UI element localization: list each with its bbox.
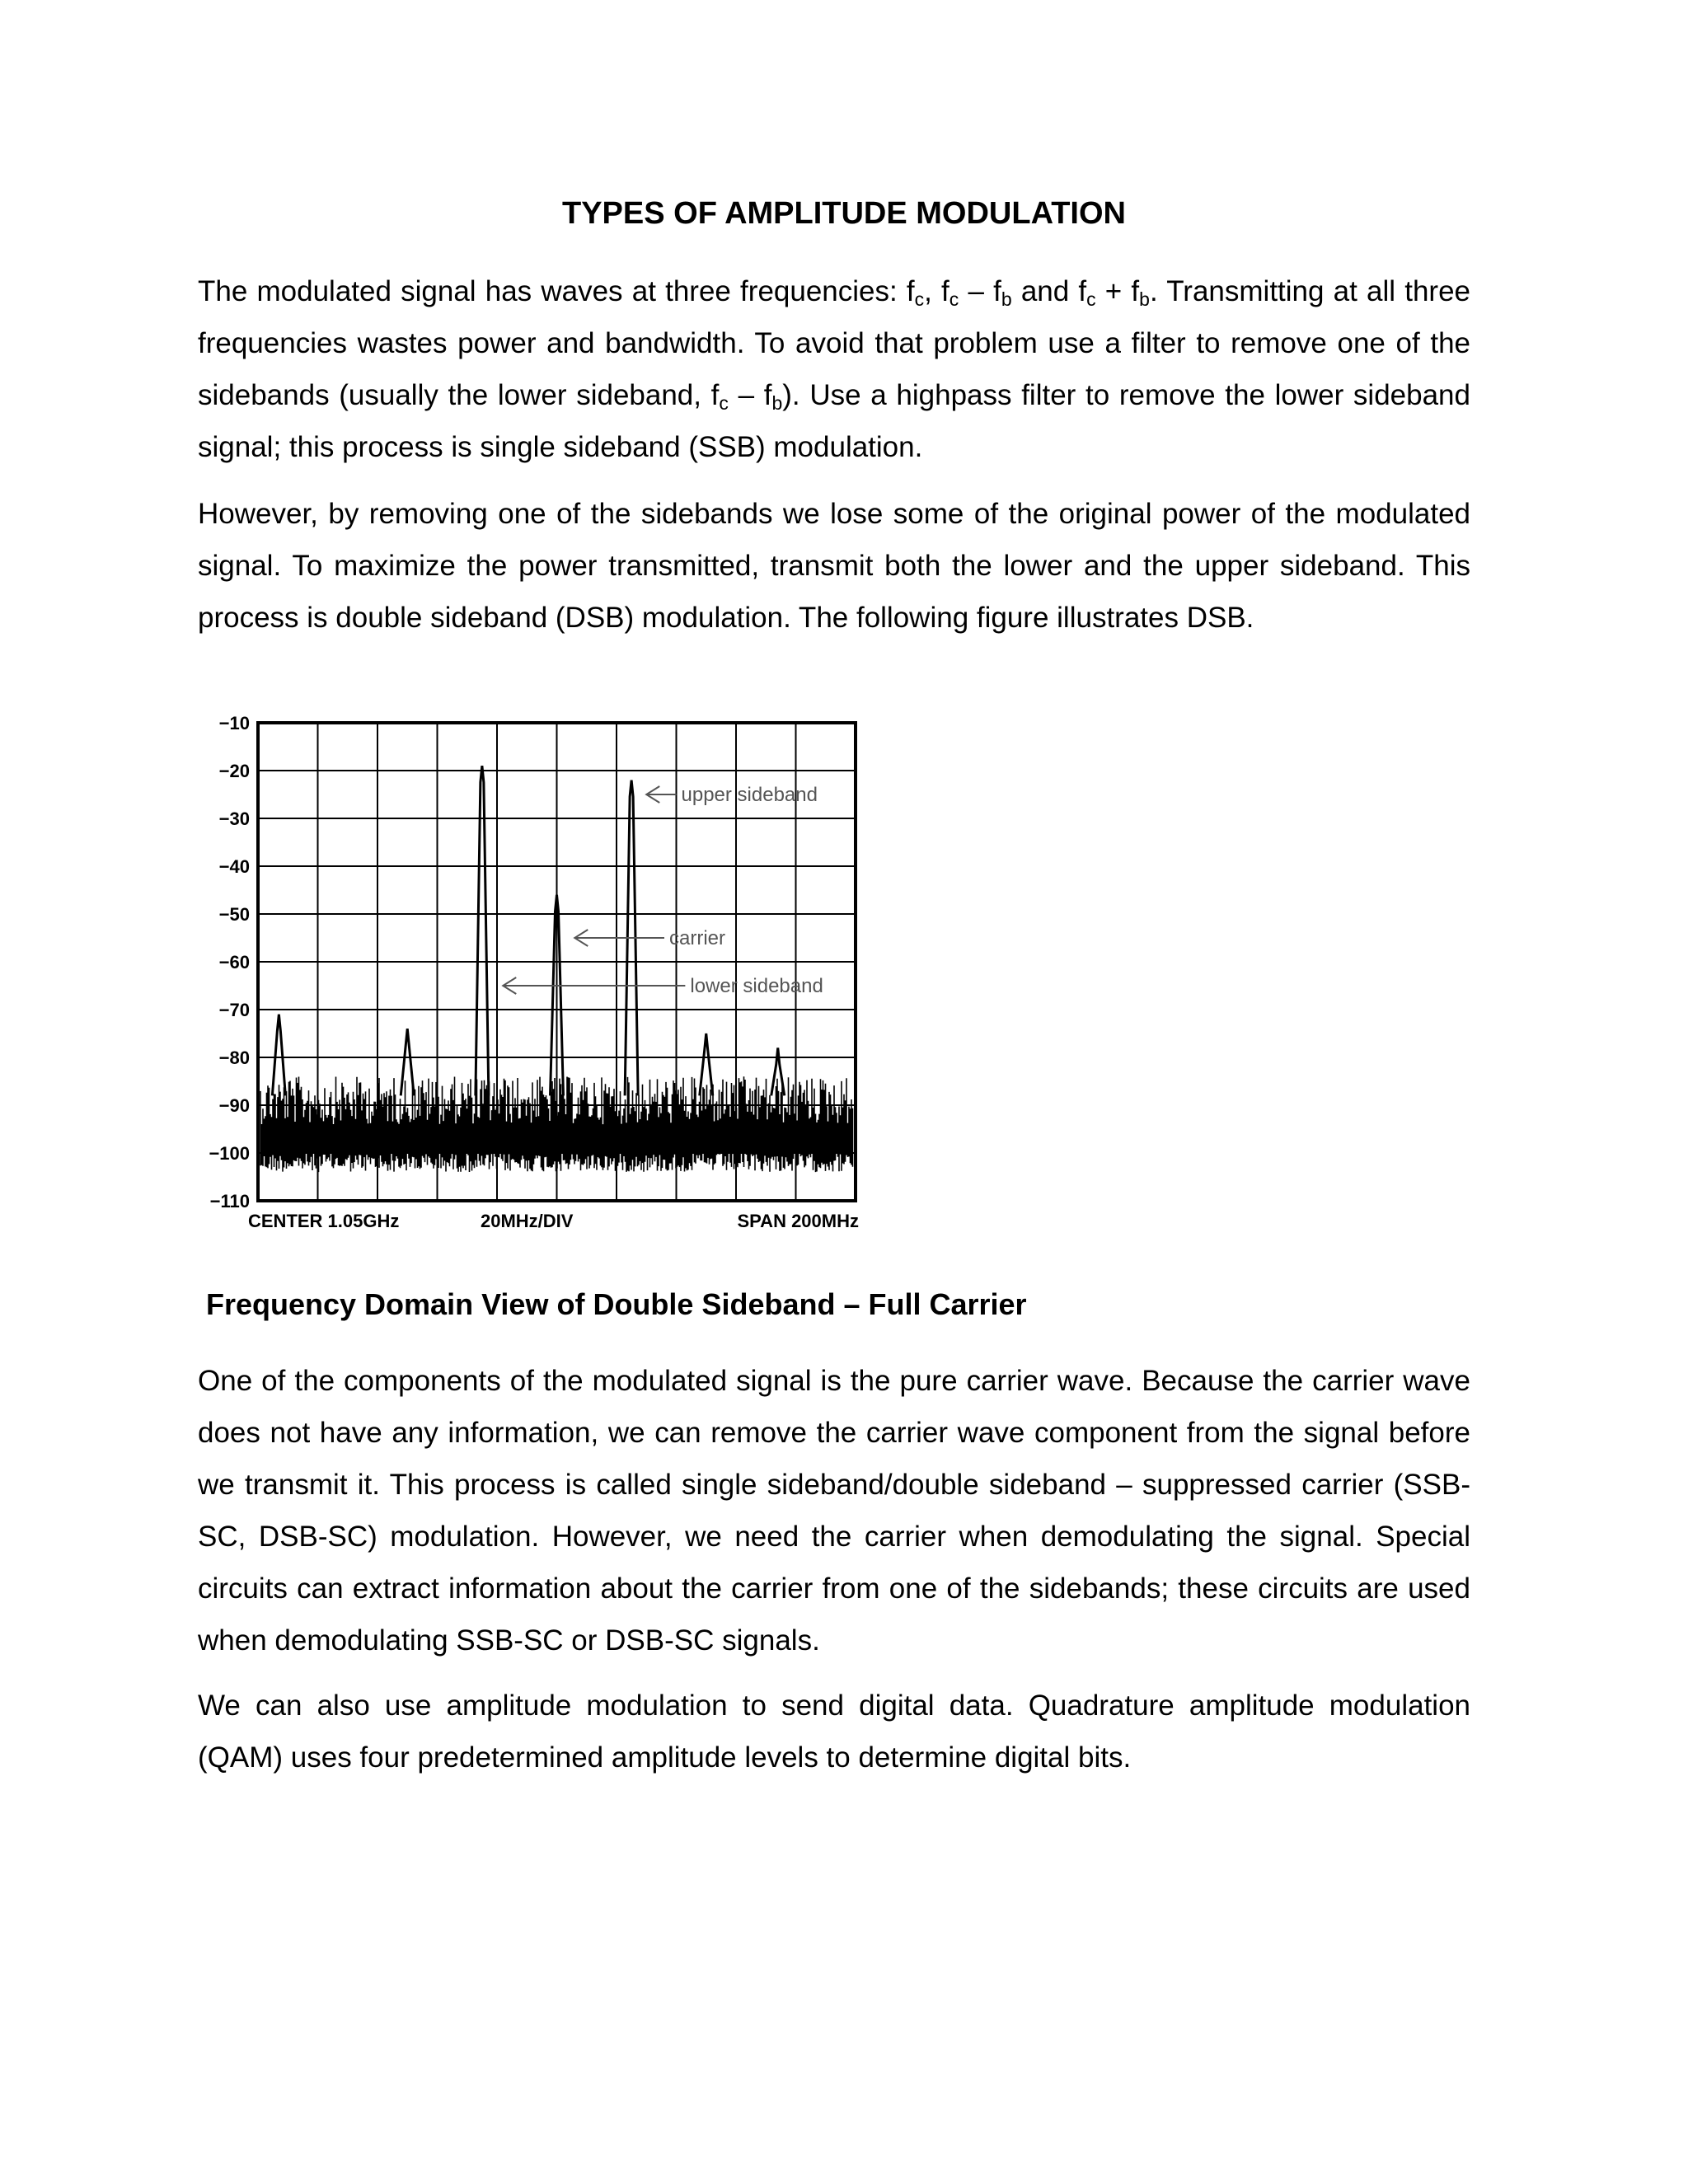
y-tick-label: −20 xyxy=(218,761,250,781)
annotation-label: lower sideband xyxy=(690,975,823,997)
subscript: c xyxy=(949,288,959,310)
subscript: b xyxy=(1001,288,1012,310)
page-title: TYPES OF AMPLITUDE MODULATION xyxy=(562,196,1126,231)
subscript: b xyxy=(771,392,783,414)
y-tick-label: −100 xyxy=(209,1143,250,1164)
paragraph-suppressed-carrier: One of the components of the modulated signal is the pure carrier wave. Because the carrier wave does not have any information, we can remove the carrier wave component from the signal before we transmit it. This process is called single sideband/double sideband – suppressed carrier (SSB-SC, DSB-SC) modulation. However, we need the carrier when demodulating the signal. Special circuits can extract information about the carrier from one of the sidebands; these circuits are used when demodulating SSB-SC or DSB-SC signals. xyxy=(198,1365,1470,1657)
x-label-div: 20MHz/DIV xyxy=(481,1211,574,1231)
text-run: The modulated signal has waves at three frequencies: f xyxy=(198,275,915,307)
y-tick-label: −50 xyxy=(218,904,250,925)
y-tick-label: −30 xyxy=(218,808,250,829)
paragraph-dsb: However, by removing one of the sidebands we lose some of the original power of the modulated signal. To maximize the power transmitted, transmit both the lower and the upper sideband. This process is double sideband (DSB) modulation. The following figure illustrates DSB. xyxy=(198,498,1470,634)
y-tick-label: −60 xyxy=(218,952,250,972)
spectrum-peak xyxy=(272,1015,285,1096)
figure-caption: Frequency Domain View of Double Sideband – Full Carrier xyxy=(206,1287,1027,1321)
text-run: , f xyxy=(924,275,950,307)
text-run: and f xyxy=(1011,275,1087,307)
annotation-label: carrier xyxy=(669,927,726,949)
spectrum-chart xyxy=(198,710,882,1254)
annotation-label: upper sideband xyxy=(681,784,818,806)
subscript: b xyxy=(1139,288,1150,310)
paragraph-qam: We can also use amplitude modulation to send digital data. Quadrature amplitude modulation (QAM) uses four predetermined amplitude levels to determine digital bits. xyxy=(198,1690,1470,1774)
y-tick-label: −40 xyxy=(218,856,250,877)
y-tick-label: −70 xyxy=(218,1000,250,1020)
y-tick-label: −10 xyxy=(218,713,250,733)
y-tick-label: −90 xyxy=(218,1095,250,1116)
spectrum-peak xyxy=(476,766,489,1095)
x-label-span: SPAN 200MHz xyxy=(737,1211,859,1231)
spectrum-chart-figure xyxy=(198,710,882,1258)
subscript: c xyxy=(1086,288,1096,310)
subscript: c xyxy=(719,392,729,414)
subscript: c xyxy=(914,288,925,310)
text-run: – f xyxy=(959,275,1001,307)
spectrum-peak xyxy=(401,1029,414,1095)
y-tick-label: −110 xyxy=(209,1191,250,1212)
text-run: ). Use a highpass filter to remove the lower sideband signal; this process is single sideband (SSB) modulation. xyxy=(198,379,1470,463)
y-tick-label: −80 xyxy=(218,1047,250,1068)
text-run: – f xyxy=(728,379,772,411)
paragraph-ssb xyxy=(198,265,1470,473)
text-run: . Transmitting at all three frequencies wastes power and bandwidth. To avoid that problem use a filter to remove one of the sidebands (usually the lower sideband, f xyxy=(198,275,1470,411)
text-run: + f xyxy=(1095,275,1140,307)
x-label-center: CENTER 1.05GHz xyxy=(248,1211,400,1231)
